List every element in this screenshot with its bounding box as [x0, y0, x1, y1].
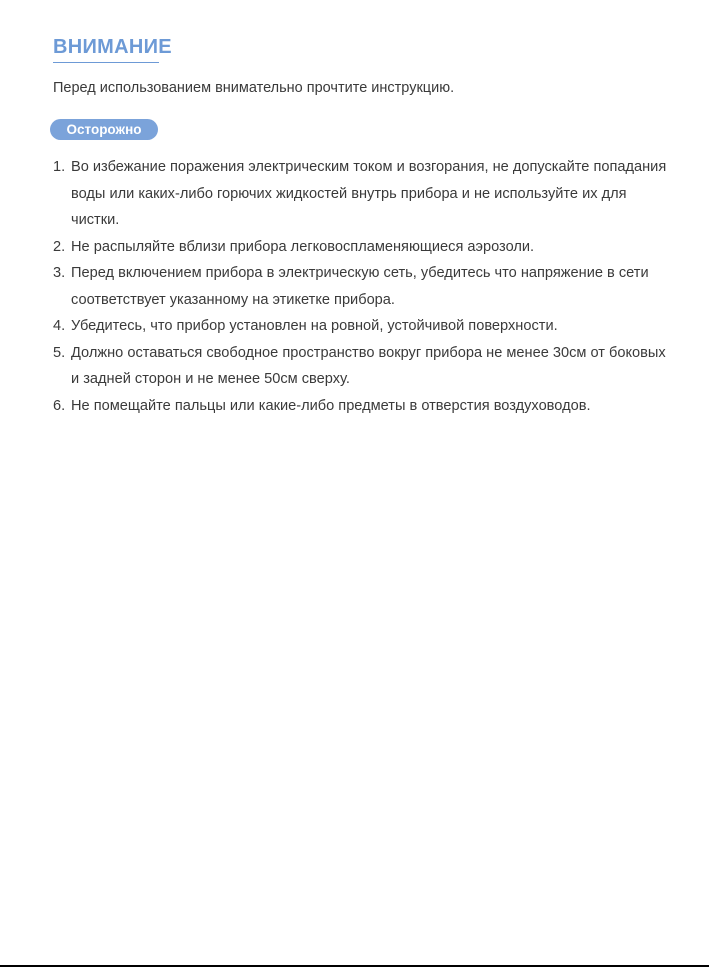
instruction-item	[53, 313, 673, 340]
instruction-item	[53, 340, 673, 393]
instruction-number: 2.	[53, 238, 66, 255]
instruction-item	[53, 154, 673, 234]
title-underline	[53, 62, 159, 63]
instruction-number: 4.	[53, 318, 66, 334]
instruction-text: Перед включением прибора в электрическую сеть, убедитесь что напряжение в сети соответствует указанному на этикетке прибора.	[71, 265, 649, 308]
section-title: ВНИМАНИЕ	[53, 36, 172, 58]
instruction-list	[53, 154, 673, 419]
instruction-text: Должно оставаться свободное пространство вокруг прибора не менее 30см от боковых и задней сторон и не менее 50см сверху.	[71, 344, 666, 387]
intro-text: Перед использованием внимательно прочтите инструкцию.	[53, 80, 455, 96]
instruction-item	[53, 260, 673, 313]
caution-badge: Осторожно	[50, 119, 158, 140]
instruction-number: 5.	[53, 344, 66, 361]
instruction-item	[53, 234, 673, 261]
instruction-number: 6.	[53, 397, 66, 414]
instruction-text: Убедитесь, что прибор установлен на ровной, устойчивой поверхности.	[71, 318, 558, 334]
instruction-text: Не распыляйте вблизи прибора легковоспламеняющиеся аэрозоли.	[71, 238, 535, 255]
instruction-number: 3.	[53, 265, 66, 281]
instruction-item	[53, 393, 673, 420]
instruction-text: Во избежание поражения электрическим током и возгорания, не допускайте попадания воды или каких-либо горючих жидкостей внутрь прибора и не используйте их для чистки.	[71, 159, 667, 228]
instruction-number: 1.	[53, 159, 66, 175]
instruction-text: Не помещайте пальцы или какие-либо предметы в отверстия воздуховодов.	[71, 397, 591, 414]
